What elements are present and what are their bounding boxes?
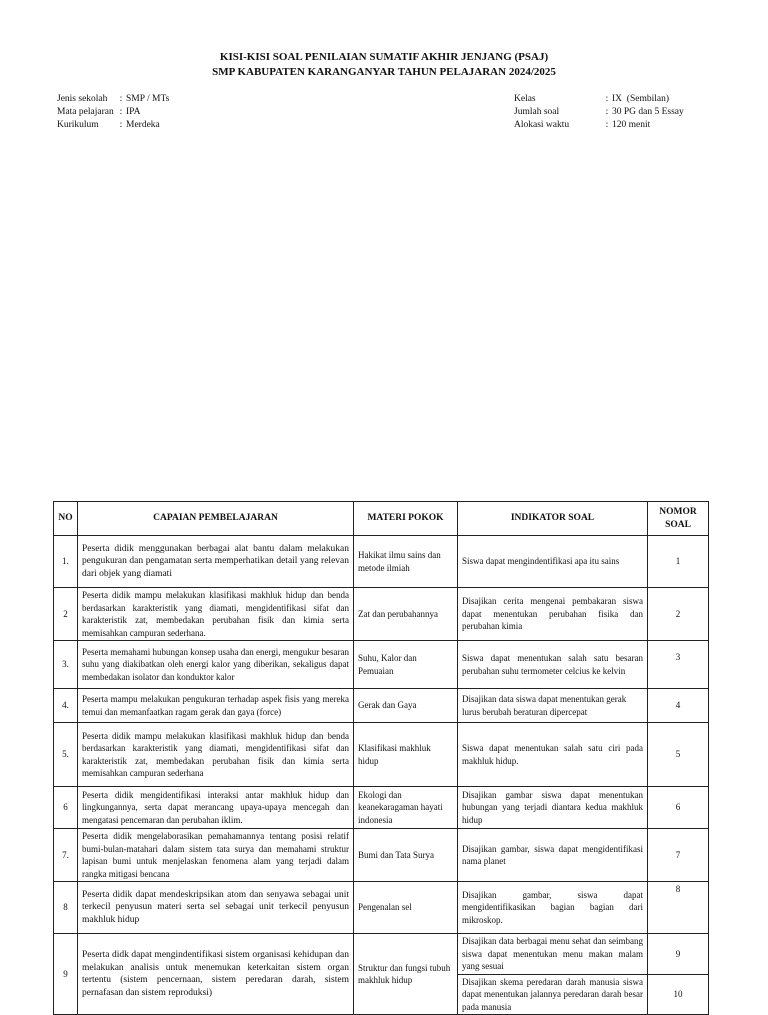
meta-value: IX (Sembilan): [612, 94, 669, 104]
cell-materi: Pengenalan sel: [354, 882, 458, 934]
cell-nomor: 4: [648, 689, 709, 723]
meta-separator: :: [605, 120, 609, 130]
table-header-row: [54, 502, 709, 536]
school-info-left: [57, 93, 169, 132]
cell-no: 7.: [54, 829, 78, 882]
meta-separator: :: [119, 120, 123, 130]
cell-no: 3.: [54, 641, 78, 689]
cell-nomor: 5: [648, 723, 709, 787]
cell-no: 2: [54, 588, 78, 641]
cell-indikator: Siswa dapat menentukan salah satu ciri pada makhluk hidup.: [458, 723, 648, 787]
meta-label: Mata pelajaran: [57, 107, 114, 117]
cell-capaian: Peserta didk dapat mengindentifikasi sistem organisasi kehidupan dan melakukan analisis untuk menemukan keterkaitan sistem organ tertentu (sistem pencernaan, sistem peredaran darah, sistem pernafasan dan sistem reproduksi): [78, 934, 354, 1015]
meta-value: IPA: [126, 107, 141, 117]
cell-materi: Zat dan perubahannya: [354, 588, 458, 641]
cell-nomor: 7: [648, 829, 709, 882]
meta-row-subject: [57, 106, 169, 119]
meta-separator: :: [119, 94, 123, 104]
meta-label: Kurikulum: [57, 120, 99, 130]
meta-label: Jumlah soal: [514, 107, 560, 117]
cell-materi: Hakikat ilmu sains dan metode ilmiah: [354, 536, 458, 588]
table-row: [54, 723, 709, 787]
cell-materi: Gerak dan Gaya: [354, 689, 458, 723]
document-title-line2: SMP KABUPATEN KARANGANYAR TAHUN PELAJARAN 2024/2025: [212, 66, 556, 78]
cell-indikator: Disajikan skema peredaran darah manusia siswa dapat menentukan jalannya peredaran darah besar pada manusia: [458, 974, 648, 1015]
meta-label: Alokasi waktu: [514, 120, 570, 130]
cell-indikator: Siswa dapat menentukan salah satu besaran perubahan suhu termometer celcius ke kelvin: [458, 641, 648, 689]
cell-no: 4.: [54, 689, 78, 723]
cell-nomor: 3: [648, 641, 709, 689]
meta-value: Merdeka: [126, 120, 160, 130]
meta-row-question-count: [514, 106, 684, 119]
meta-row-curriculum: [57, 119, 169, 132]
table-row: [54, 829, 709, 882]
cell-indikator: Disajikan gambar, siswa dapat mengidentifikasi nama planet: [458, 829, 648, 882]
cell-capaian: Peserta memahami hubungan konsep usaha dan energi, mengukur besaran suhu yang diakibatkan oleh energi kalor yang diberikan, sekaligus dapat membedakan isolator dan konduktor kalor: [78, 641, 354, 689]
header-nomor: NOMOR SOAL: [648, 502, 709, 536]
cell-materi: Ekologi dan keanekaragaman hayati indonesia: [354, 787, 458, 829]
header-no: NO: [54, 502, 78, 536]
cell-materi: Klasifikasi makhluk hidup: [354, 723, 458, 787]
header-materi: MATERI POKOK: [354, 502, 458, 536]
meta-row-school-type: [57, 93, 169, 106]
cell-nomor: 1: [648, 536, 709, 588]
meta-row-time: [514, 119, 684, 132]
meta-label: Kelas: [514, 94, 536, 104]
cell-no: 5.: [54, 723, 78, 787]
cell-indikator: Siswa dapat mengindentifikasi apa itu sains: [458, 536, 648, 588]
cell-materi: Struktur dan fungsi tubuh makhluk hidup: [354, 934, 458, 1015]
cell-no: 1.: [54, 536, 78, 588]
cell-nomor: 2: [648, 588, 709, 641]
table-row: [54, 536, 709, 588]
cell-nomor: 6: [648, 787, 709, 829]
table-row: [54, 641, 709, 689]
meta-separator: :: [605, 94, 609, 104]
school-info-right: [514, 93, 684, 132]
document-title-line1: KISI-KISI SOAL PENILAIAN SUMATIF AKHIR JENJANG (PSAJ): [219, 51, 549, 63]
cell-nomor: 10: [648, 974, 709, 1015]
meta-row-class: [514, 93, 684, 106]
cell-capaian: Peserta didik menggunakan berbagai alat bantu dalam melakukan pengukuran dan pengamatan serta memperhatikan detail yang relevan dari objek yang diamati: [78, 536, 354, 588]
meta-separator: :: [119, 107, 123, 117]
cell-capaian: Peserta didik dapat mendeskripsikan atom dan senyawa sebagai unit terkecil penyusun materi serta sel sebagai unit terkecil penyusun makhluk hidup: [78, 882, 354, 934]
cell-indikator: Disajikan gambar siswa dapat menentukan hubungan yang terjadi diantara kedua makhluk hidup: [458, 787, 648, 829]
cell-materi: Bumi dan Tata Surya: [354, 829, 458, 882]
cell-capaian: Peserta didik mampu melakukan klasifikasi makhluk hidup dan benda berdasarkan karakteristik yang diamati, mengidentifikasi sifat dan karakteristik zat, membedakan perubahan fisik dan kimia serta memisahkan campuran sederhana.: [78, 588, 354, 641]
meta-separator: :: [605, 107, 609, 117]
cell-indikator: Disajikan data siswa dapat menentukan gerak lurus berubah beraturan dipercepat: [458, 689, 648, 723]
cell-capaian: Peserta didik mampu melakukan klasifikasi makhluk hidup dan benda berdasarkan karakteristik yang diamati, mengidentifikasi sifat dan karakteristik zat, membedakan perubahan fisik dan kimia serta memisahkan campuran sederhana: [78, 723, 354, 787]
cell-nomor: 9: [648, 934, 709, 975]
cell-indikator: Disajikan cerita mengenai pembakaran siswa dapat menentukan perubahan fisika dan perubahan kimia: [458, 588, 648, 641]
cell-indikator: Disajikan data berbagai menu sehat dan seimbang siswa dapat menentukan menu makan malam yang sesuai: [458, 934, 648, 975]
cell-no: 6: [54, 787, 78, 829]
cell-materi: Suhu, Kalor dan Pemuaian: [354, 641, 458, 689]
cell-indikator: Disajikan gambar, siswa dapat mengidentifikasikan bagian bagian dari mikroskop.: [458, 882, 648, 934]
cell-capaian: Peserta didik mengelaborasikan pemahamannya tentang posisi relatif bumi-bulan-matahari dalam sistem tata surya dan memahami struktur lapisan bumi untuk menjelaskan fenomena alam yang terjadi dalam rangka mitigasi bencana: [78, 829, 354, 882]
cell-capaian: Peserta didik mengidentifikasi interaksi antar makhluk hidup dan lingkungannya, serta dapat merancang upaya-upaya mencegah dan mengatasi pencemaran dan perubahan iklim.: [78, 787, 354, 829]
cell-no: 9: [54, 934, 78, 1015]
meta-value: 120 menit: [612, 120, 651, 130]
header-capaian: CAPAIAN PEMBELAJARAN: [78, 502, 354, 536]
table-row: [54, 787, 709, 829]
table-row: [54, 588, 709, 641]
table-row: [54, 689, 709, 723]
question-grid-table: [53, 501, 709, 1015]
table-row: [54, 882, 709, 934]
meta-value: 30 PG dan 5 Essay: [612, 107, 684, 117]
header-indikator: INDIKATOR SOAL: [458, 502, 648, 536]
cell-no: 8: [54, 882, 78, 934]
meta-value: SMP / MTs: [126, 94, 170, 104]
table-row: [54, 934, 709, 975]
cell-nomor: 8: [648, 882, 709, 934]
meta-label: Jenis sekolah: [57, 94, 108, 104]
cell-capaian: Peserta mampu melakukan pengukuran terhadap aspek fisis yang mereka temui dan memanfaatkan ragam gerak dan gaya (force): [78, 689, 354, 723]
